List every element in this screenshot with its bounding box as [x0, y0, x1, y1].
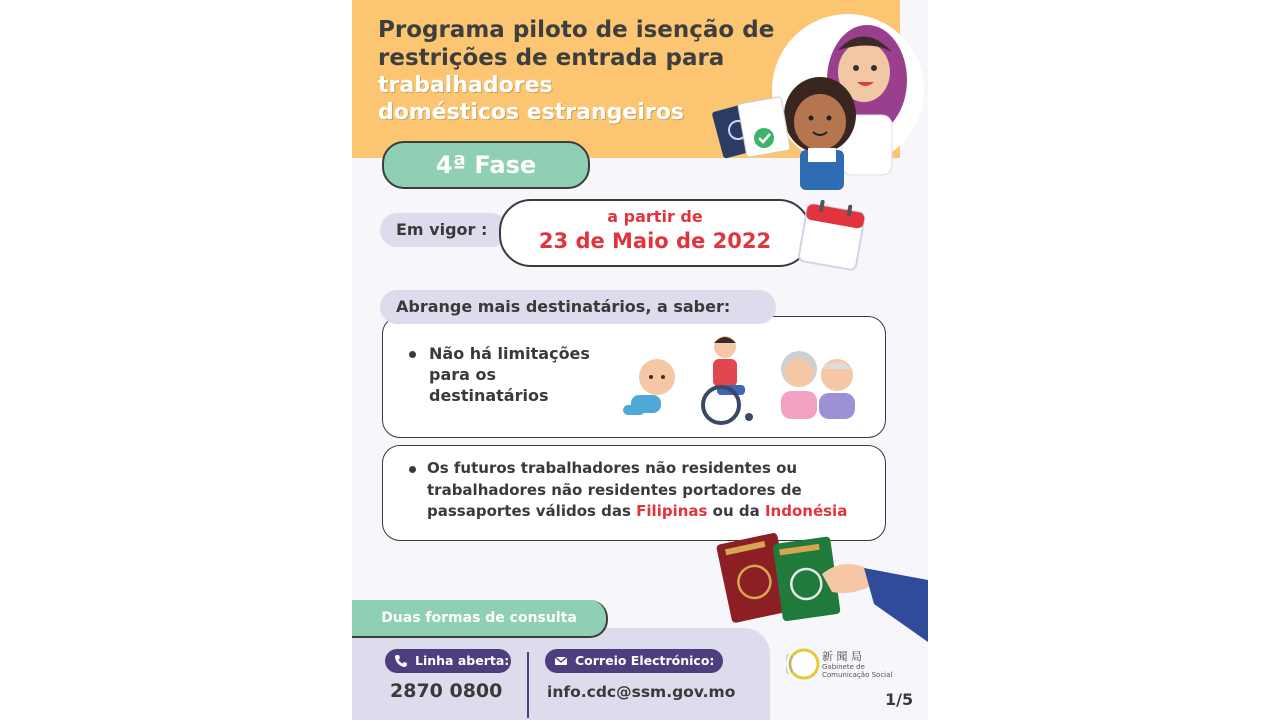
date-prefix: a partir de [607, 207, 703, 226]
calendar-icon [795, 198, 870, 273]
phase-badge: 4ª Fase [382, 141, 590, 189]
gcs-logo-icon [786, 646, 822, 682]
poster [352, 0, 928, 720]
text-line: para os [429, 365, 497, 384]
mail-icon [554, 654, 568, 668]
text-span: passaportes válidos das [427, 502, 637, 520]
workers-illustration [712, 10, 928, 190]
logo-cn: 新 聞 局 [822, 650, 862, 663]
passport-icon [712, 97, 790, 159]
hotline-label [385, 649, 511, 673]
scope-item-text [429, 343, 619, 406]
effective-label: Em vigor : [380, 213, 508, 247]
effective-date-box [499, 199, 811, 267]
consult-label: Duas formas de consulta [352, 600, 608, 638]
text-line: destinatários [429, 386, 549, 405]
country-philippines: Filipinas [636, 502, 708, 520]
page-subtitle [378, 72, 738, 126]
hotline-label-text: Linha aberta: [415, 653, 510, 668]
text-line: Não há limitações [429, 344, 590, 363]
wheelchair-icon [695, 333, 761, 429]
gcs-logo-text [822, 650, 892, 679]
scope-item-no-limits [382, 316, 886, 438]
email-address[interactable]: info.cdc@ssm.gov.mo [547, 683, 736, 701]
page-indicator: 1/5 [885, 690, 914, 709]
baby-icon [621, 353, 681, 425]
title-line: restrições de entrada para [378, 45, 725, 71]
footer-panel [352, 628, 770, 720]
text-line: trabalhadores não residentes portadores de [427, 480, 802, 499]
email-label-text: Correio Electrónico: [575, 653, 715, 668]
logo-pt: Gabinete de [822, 663, 865, 671]
text-line: Os futuros trabalhadores não residentes ou [427, 459, 798, 477]
scope-label: Abrange mais destinatários, a saber: [380, 290, 776, 324]
hotline-number[interactable]: 2870 0800 [390, 680, 503, 702]
text-span: ou da [707, 502, 765, 520]
phone-icon [394, 654, 408, 668]
title-line: domésticos estrangeiros [378, 100, 684, 125]
logo-pt: Comunicação Social [822, 671, 893, 679]
country-indonesia: Indonésia [764, 502, 848, 520]
divider [527, 652, 529, 718]
scope-item-text [427, 458, 877, 523]
email-label [545, 649, 723, 673]
elderly-couple-icon [777, 349, 863, 421]
check-icon [754, 128, 774, 148]
effective-date: 23 de Maio de 2022 [538, 229, 772, 253]
bullet [409, 466, 416, 473]
bullet [409, 351, 416, 358]
title-line: Programa piloto de isenção de [378, 17, 775, 43]
title-line: trabalhadores [378, 73, 553, 98]
